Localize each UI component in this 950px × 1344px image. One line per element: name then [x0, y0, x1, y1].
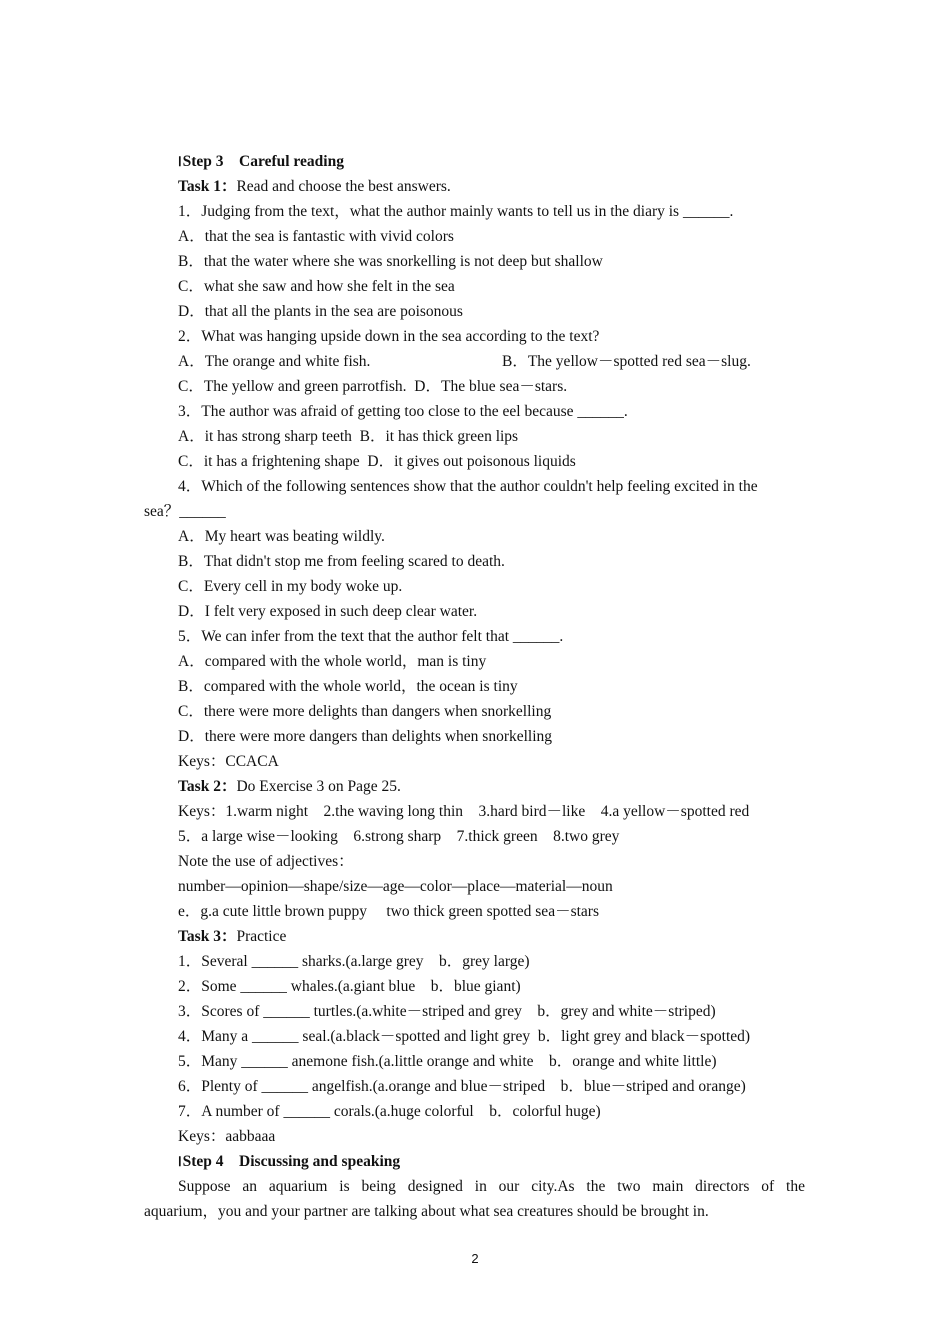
- task1-line: [178, 174, 451, 199]
- task1-text: Read and choose the best answers.: [236, 178, 451, 195]
- practice-item: 3．Scores of ______ turtles.(a.white－striped and grey b．grey and white－striped): [178, 1003, 716, 1020]
- question-2-option-a: A．The orange and white fish.: [178, 353, 371, 370]
- question-2-option-b: B．The yellow－spotted red sea－slug.: [502, 353, 751, 370]
- task2-keys-line2: 5．a large wise－looking 6.strong sharp 7.thick green 8.two grey: [178, 828, 620, 845]
- question-4-option-d: D．I felt very exposed in such deep clear water.: [178, 603, 478, 620]
- task2-line: [178, 774, 401, 799]
- question-5: 5．We can infer from the text that the author felt that ______.: [178, 628, 564, 645]
- practice-item: 1．Several ______ sharks.(a.large grey b．grey large): [178, 953, 530, 970]
- task3-keys: Keys：aabbaaa: [178, 1128, 276, 1145]
- question-4-option-a: A．My heart was beating wildly.: [178, 528, 385, 545]
- step4-title: Step 4 Discussing and speaking: [182, 1153, 401, 1170]
- question-4: 4．Which of the following sentences show that the author couldn't help feeling excited in the: [178, 478, 758, 495]
- step3-heading: [178, 149, 344, 174]
- practice-item: 6．Plenty of ______ angelfish.(a.orange and blue－striped b．blue－striped and orange): [178, 1078, 746, 1095]
- step-marker-icon: ߊ: [178, 154, 182, 169]
- question-1-option-d: D．that all the plants in the sea are poisonous: [178, 303, 463, 320]
- question-5-option-b: B．compared with the whole world，the ocean is tiny: [178, 678, 518, 695]
- question-1: 1．Judging from the text，what the author mainly wants to tell us in the diary is ______.: [178, 203, 734, 220]
- question-5-option-c: C．there were more delights than dangers when snorkelling: [178, 703, 552, 720]
- question-3-options-ab: A．it has strong sharp teeth B．it has thick green lips: [178, 428, 519, 445]
- task2-label: Task 2：: [178, 778, 237, 795]
- discussion-line1: Suppose an aquarium is being designed in our city.As the two main directors of the: [178, 1178, 805, 1195]
- adjective-order: number—opinion—shape/size—age—color—place—material—noun: [178, 878, 613, 895]
- task2-keys-line1: Keys：1.warm night 2.the waving long thin 3.hard bird－like 4.a yellow－spotted red: [178, 803, 750, 820]
- step4-heading: [178, 1149, 400, 1174]
- page-number: 2: [471, 1251, 479, 1266]
- question-5-option-a: A．compared with the whole world，man is tiny: [178, 653, 487, 670]
- task3-line: [178, 924, 286, 949]
- practice-item: 4．Many a ______ seal.(a.black－spotted and light grey b．light grey and black－spotted): [178, 1028, 751, 1045]
- question-1-option-a: A．that the sea is fantastic with vivid colors: [178, 228, 454, 245]
- task3-text: Practice: [236, 928, 287, 945]
- task1-keys: Keys：CCACA: [178, 753, 279, 770]
- question-5-option-d: D．there were more dangers than delights when snorkelling: [178, 728, 553, 745]
- task1-label: Task 1：: [178, 178, 237, 195]
- question-4-option-b: B．That didn't stop me from feeling scared to death.: [178, 553, 505, 570]
- question-2: 2．What was hanging upside down in the sea according to the text?: [178, 328, 600, 345]
- discussion-line2: aquarium，you and your partner are talking about what sea creatures should be brought in.: [144, 1203, 709, 1220]
- practice-item: 2．Some ______ whales.(a.giant blue b．blue giant): [178, 978, 521, 995]
- adjective-example: e．g.a cute little brown puppy two thick green spotted sea－stars: [178, 903, 599, 920]
- question-3: 3．The author was afraid of getting too close to the eel because ______.: [178, 403, 628, 420]
- practice-item: 5．Many ______ anemone fish.(a.little orange and white b．orange and white little): [178, 1053, 717, 1070]
- question-1-option-b: B．that the water where she was snorkelling is not deep but shallow: [178, 253, 603, 270]
- task3-label: Task 3：: [178, 928, 237, 945]
- step3-title: Step 3 Careful reading: [182, 153, 344, 170]
- note-title: Note the use of adjectives：: [178, 853, 354, 870]
- question-4-option-c: C．Every cell in my body woke up.: [178, 578, 403, 595]
- step-marker-icon: ߊ: [178, 1154, 182, 1169]
- question-4-continued: sea？______: [144, 503, 226, 520]
- question-1-option-c: C．what she saw and how she felt in the sea: [178, 278, 455, 295]
- question-2-options-cd: C．The yellow and green parrotfish. D．The blue sea－stars.: [178, 378, 568, 395]
- question-3-options-cd: C．it has a frightening shape D．it gives out poisonous liquids: [178, 453, 576, 470]
- practice-item: 7．A number of ______ corals.(a.huge colorful b．colorful huge): [178, 1103, 601, 1120]
- task2-text: Do Exercise 3 on Page 25.: [236, 778, 401, 795]
